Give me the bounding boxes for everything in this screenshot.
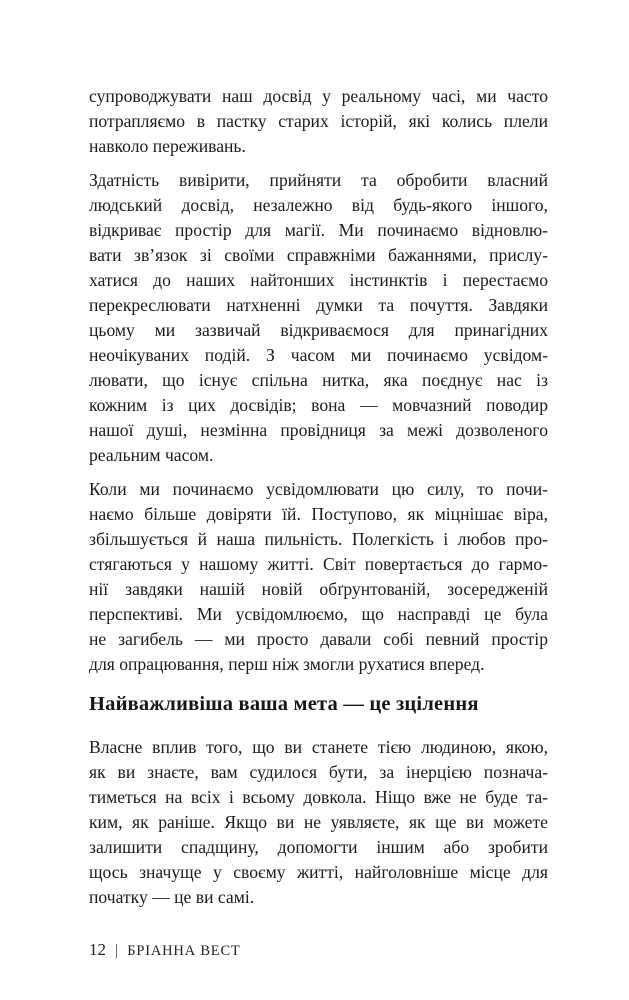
text-line: вати зв’язок зі своїми справжніми бажаннями, прислу- [89,245,548,265]
text-line: реальним часом. [89,445,214,465]
text-line: Коли ми починаємо усвідомлювати цю силу, то почи- [89,479,548,499]
text-line: неочікуваних подій. З часом ми починаємо усвідом- [89,345,548,365]
paragraph-2 [89,168,548,468]
text-line: потрапляємо в пастку старих історій, які колись плели [89,111,548,131]
text-line: кожним із цих досвідів; вона — мовчазний поводир [89,395,548,415]
text-line: відкриває простір для магії. Ми починаємо відновлю- [89,220,548,240]
text-line: Власне вплив того, що ви станете тією людиною, якою, [89,737,548,757]
text-line: наємо більше довіряти їй. Поступово, як міцнішає віра, [89,504,548,524]
text-line: хатися до наших найтонших інстинктів і перестаємо [89,270,548,290]
text-line: людський досвід, незалежно від будь-якого іншого, [89,195,548,215]
text-line: нашої душі, незмінна провідниця за межі дозволеного [89,420,548,440]
paragraph-3 [89,477,548,677]
page-footer [89,940,241,960]
page-text [89,84,548,919]
running-footer-author: БРІАННА ВЕСТ [127,943,241,959]
text-line: навколо переживань. [89,136,246,156]
page-number: 12 [89,940,106,959]
text-line: тиметься на всіх і всьому довкола. Ніщо вже не буде та- [89,787,548,807]
footer-separator: | [115,942,119,959]
text-line: супроводжувати наш досвід у реальному часі, ми часто [89,86,548,106]
text-line: нії завдяки нашій новій обґрунтованій, зосередженій [89,579,548,599]
text-line: як ви знаєте, вам судилося бути, за інерцією познача- [89,762,548,782]
text-line: не загибель — ми просто давали собі певний простір [89,629,548,649]
text-line: збільшується й наша пильність. Полегкість і любов про- [89,529,548,549]
text-line: цьому ми зазвичай відкриваємося для принагідних [89,320,548,340]
text-line: ким, як раніше. Якщо ви не уявляєте, як ще ви можете [89,812,548,832]
text-line: початку — це ви самі. [89,887,255,907]
text-line: для опрацювання, перш ніж змогли рухатися вперед. [89,654,485,674]
text-line: Здатність вивірити, прийняти та обробити власний [89,170,548,190]
section-heading: Найважливіша ваша мета — це зцілення [89,693,479,715]
paragraph-1 [89,84,548,159]
text-line: лювати, що існує спільна нитка, яка поєднує нас із [89,370,548,390]
text-line: перспективі. Ми усвідомлюємо, що насправді це була [89,604,548,624]
text-line: стягаються у нашому житті. Світ повертається до гармо- [89,554,548,574]
text-line: залишити спадщину, допомогти іншим або зробити [89,837,548,857]
text-line: щось значуще у своєму житті, найголовніше місце для [89,862,548,882]
text-line: перекреслювати натхненні думки та почуття. Завдяки [89,295,548,315]
paragraph-4 [89,735,548,910]
